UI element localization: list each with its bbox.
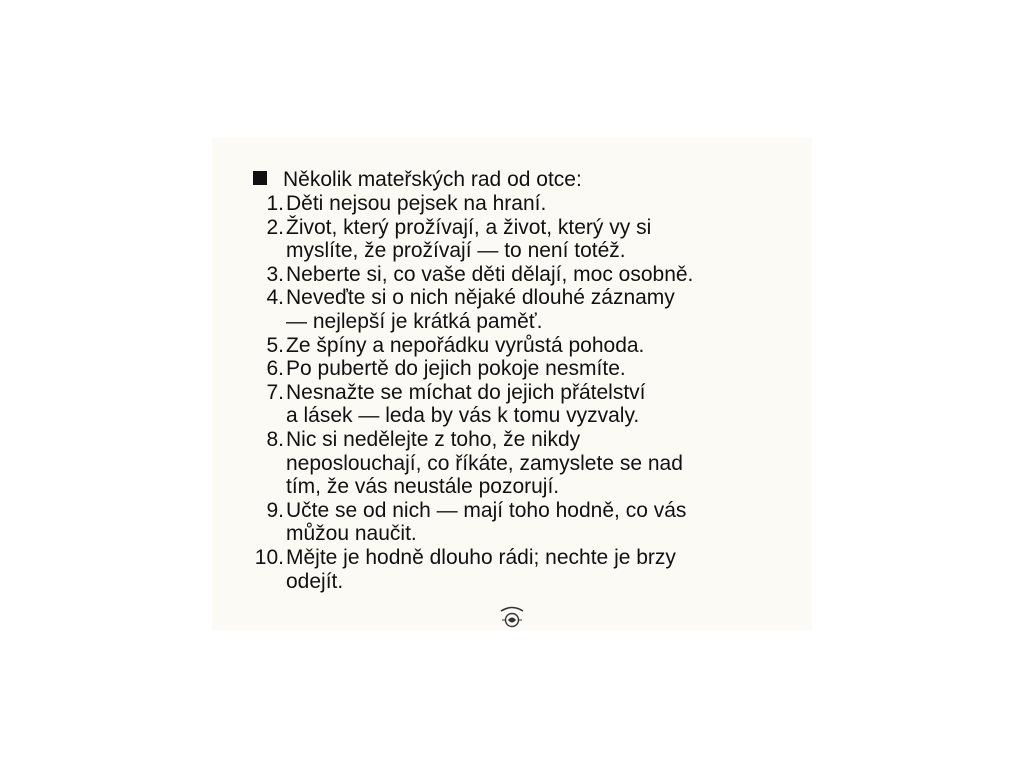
item-number: 8. [266, 427, 284, 451]
item-text-line: odejít. [286, 569, 344, 593]
item-text-line: tím, že vás neustále pozorují. [286, 475, 560, 499]
item-text-line: myslíte, že prožívají — to není totéž. [286, 239, 626, 263]
item-text [286, 357, 786, 381]
item-text [286, 286, 786, 333]
item-text-line: Život, který prožívají, a život, který vy si [286, 215, 652, 239]
publisher-emblem-icon [497, 602, 527, 630]
heading-text: Několik mateřských rad od otce: [283, 168, 582, 191]
item-text-line: Děti nejsou pejsek na hraní. [286, 192, 547, 215]
list-item [246, 216, 786, 263]
list-item [246, 381, 786, 428]
item-text [286, 428, 786, 499]
item-number: 5. [266, 333, 284, 357]
list-item [246, 428, 786, 499]
item-text [286, 216, 786, 263]
item-text-line: Neveďte si o nich nějaké dlouhé záznamy [286, 286, 675, 310]
list-item [246, 192, 786, 216]
item-text-line: Nesnažte se míchat do jejich přátelství [286, 380, 646, 404]
list-item [246, 499, 786, 546]
item-text [286, 192, 786, 216]
item-text-line: Po pubertě do jejich pokoje nesmíte. [286, 357, 626, 381]
heading [253, 168, 582, 192]
item-text-line: a lásek — leda by vás k tomu vyzvaly. [286, 404, 640, 428]
item-text [286, 381, 786, 428]
list-item [246, 286, 786, 333]
item-text-line: Nic si nedělejte z toho, že nikdy [286, 427, 581, 451]
list-item [246, 357, 786, 381]
item-number: 1. [266, 192, 284, 215]
item-text [286, 546, 786, 593]
item-text-line: Ze špíny a nepořádku vyrůstá pohoda. [286, 333, 645, 357]
item-text-line: Mějte je hodně dlouho rádi; nechte je brzy [286, 545, 676, 569]
item-number: 2. [266, 215, 284, 239]
item-number: 7. [266, 380, 284, 404]
item-text [286, 263, 786, 287]
item-text [286, 334, 786, 358]
item-text [286, 499, 786, 546]
item-number: 10. [254, 545, 284, 569]
item-number: 6. [266, 357, 284, 381]
item-text-line: neposlouchají, co říkáte, zamyslete se nad [286, 451, 683, 475]
list-item [246, 334, 786, 358]
item-text-line: — nejlepší je krátká paměť. [286, 309, 543, 333]
advice-list [246, 192, 786, 593]
item-number: 3. [266, 262, 284, 286]
square-bullet-icon [253, 171, 267, 185]
list-item [246, 546, 786, 593]
item-text-line: Neberte si, co vaše děti dělají, moc osobně. [286, 262, 694, 286]
item-text-line: Učte se od nich — mají toho hodně, co vás [286, 498, 687, 522]
item-text-line: můžou naučit. [286, 522, 417, 546]
item-number: 9. [266, 498, 284, 522]
item-number: 4. [266, 286, 284, 310]
list-item [246, 263, 786, 287]
